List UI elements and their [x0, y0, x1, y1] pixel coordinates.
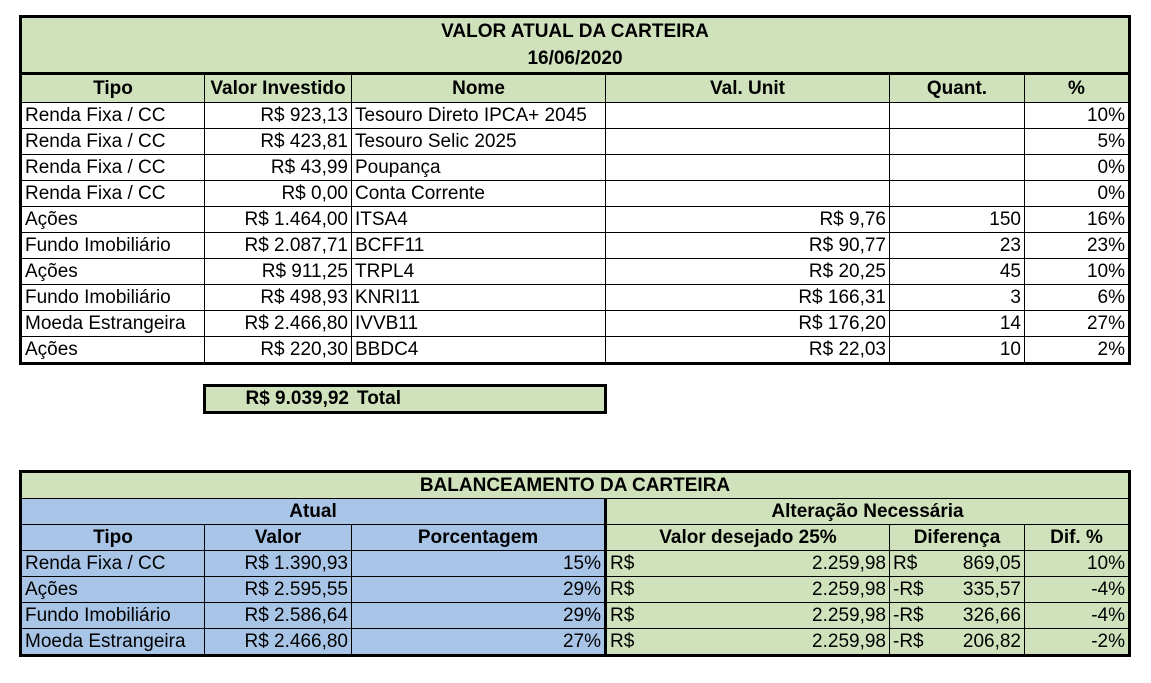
- balance-row: [21, 551, 1130, 577]
- bal-cell-valor[interactable]: R$ 1.390,93: [205, 551, 352, 577]
- group-change[interactable]: Alteração Necessária: [606, 499, 1130, 525]
- portfolio-row: [21, 259, 1130, 285]
- cell-nome[interactable]: BBDC4: [352, 337, 606, 364]
- bal-cell-desejado[interactable]: [606, 577, 890, 603]
- cell-val-unit[interactable]: R$ 166,31: [606, 285, 890, 311]
- bal-cell-dif-pct[interactable]: 10%: [1025, 551, 1130, 577]
- bal-cell-pct[interactable]: 15%: [352, 551, 606, 577]
- total-label: Total: [357, 388, 401, 409]
- bal-cell-dif-pct[interactable]: -4%: [1025, 603, 1130, 629]
- bal-cell-diferenca[interactable]: [890, 629, 1025, 656]
- cell-nome[interactable]: Tesouro Selic 2025: [352, 129, 606, 155]
- header-tipo[interactable]: Tipo: [21, 74, 205, 103]
- cell-tipo[interactable]: Renda Fixa / CC: [21, 155, 205, 181]
- cell-quant[interactable]: 150: [890, 207, 1025, 233]
- cell-valor-investido[interactable]: R$ 911,25: [205, 259, 352, 285]
- cell-tipo[interactable]: Fundo Imobiliário: [21, 233, 205, 259]
- bal-cell-tipo[interactable]: Fundo Imobiliário: [21, 603, 205, 629]
- cell-quant[interactable]: 14: [890, 311, 1025, 337]
- portfolio-row: [21, 103, 1130, 129]
- desejado-value: 2.259,98: [812, 552, 886, 574]
- portfolio-row: [21, 233, 1130, 259]
- cell-pct[interactable]: 6%: [1025, 285, 1130, 311]
- bal-cell-tipo[interactable]: Moeda Estrangeira: [21, 629, 205, 656]
- balance-row: [21, 629, 1130, 656]
- cell-nome[interactable]: Poupança: [352, 155, 606, 181]
- desejado-currency: R$: [610, 604, 635, 626]
- cell-nome[interactable]: Tesouro Direto IPCA+ 2045: [352, 103, 606, 129]
- cell-val-unit[interactable]: [606, 181, 890, 207]
- portfolio-row: [21, 181, 1130, 207]
- bal-cell-diferenca[interactable]: [890, 603, 1025, 629]
- balance-row: [21, 603, 1130, 629]
- cell-quant[interactable]: [890, 103, 1025, 129]
- cell-quant[interactable]: [890, 155, 1025, 181]
- desejado-value: 2.259,98: [812, 578, 886, 600]
- cell-val-unit[interactable]: [606, 155, 890, 181]
- cell-quant[interactable]: 10: [890, 337, 1025, 364]
- desejado-currency: R$: [610, 630, 635, 652]
- portfolio-row: [21, 285, 1130, 311]
- bal-cell-diferenca[interactable]: [890, 551, 1025, 577]
- cell-valor-investido[interactable]: R$ 220,30: [205, 337, 352, 364]
- cell-valor-investido[interactable]: R$ 43,99: [205, 155, 352, 181]
- cell-valor-investido[interactable]: R$ 2.466,80: [205, 311, 352, 337]
- cell-nome[interactable]: Conta Corrente: [352, 181, 606, 207]
- bal-cell-pct[interactable]: 29%: [352, 577, 606, 603]
- bal-cell-valor[interactable]: R$ 2.595,55: [205, 577, 352, 603]
- diferenca-value: 869,05: [962, 552, 1021, 574]
- cell-quant[interactable]: 45: [890, 259, 1025, 285]
- header-quant[interactable]: Quant.: [890, 74, 1025, 103]
- desejado-currency: R$: [610, 578, 635, 600]
- diferenca-value: 335,57: [962, 578, 1021, 600]
- cell-nome[interactable]: BCFF11: [352, 233, 606, 259]
- bal-cell-valor[interactable]: R$ 2.466,80: [205, 629, 352, 656]
- bal-cell-diferenca[interactable]: [890, 577, 1025, 603]
- bal-header-diferenca[interactable]: Diferença: [890, 525, 1025, 551]
- bal-header-tipo[interactable]: Tipo: [21, 525, 205, 551]
- diferenca-currency: -R$: [893, 604, 924, 626]
- cell-tipo[interactable]: Moeda Estrangeira: [21, 311, 205, 337]
- bal-cell-tipo[interactable]: Ações: [21, 577, 205, 603]
- diferenca-value: 326,66: [962, 604, 1021, 626]
- cell-pct[interactable]: 2%: [1025, 337, 1130, 364]
- cell-pct[interactable]: 10%: [1025, 259, 1130, 285]
- cell-valor-investido[interactable]: R$ 923,13: [205, 103, 352, 129]
- desejado-value: 2.259,98: [812, 604, 886, 626]
- bal-cell-pct[interactable]: 29%: [352, 603, 606, 629]
- cell-pct[interactable]: 23%: [1025, 233, 1130, 259]
- desejado-currency: R$: [610, 552, 635, 574]
- cell-pct[interactable]: 16%: [1025, 207, 1130, 233]
- cell-valor-investido[interactable]: R$ 1.464,00: [205, 207, 352, 233]
- cell-tipo[interactable]: Renda Fixa / CC: [21, 129, 205, 155]
- cell-quant[interactable]: 23: [890, 233, 1025, 259]
- diferenca-currency: -R$: [893, 630, 924, 652]
- diferenca-value: 206,82: [962, 630, 1021, 652]
- diferenca-currency: -R$: [893, 578, 924, 600]
- cell-valor-investido[interactable]: R$ 498,93: [205, 285, 352, 311]
- cell-val-unit[interactable]: R$ 176,20: [606, 311, 890, 337]
- cell-tipo[interactable]: Ações: [21, 207, 205, 233]
- header-valor-investido[interactable]: Valor Investido: [205, 74, 352, 103]
- cell-quant[interactable]: [890, 129, 1025, 155]
- cell-tipo[interactable]: Fundo Imobiliário: [21, 285, 205, 311]
- header-val-unit[interactable]: Val. Unit: [606, 74, 890, 103]
- cell-tipo[interactable]: Ações: [21, 259, 205, 285]
- cell-tipo[interactable]: Renda Fixa / CC: [21, 103, 205, 129]
- portfolio-row: [21, 311, 1130, 337]
- cell-val-unit[interactable]: [606, 129, 890, 155]
- bal-cell-desejado[interactable]: [606, 551, 890, 577]
- group-current[interactable]: Atual: [21, 499, 606, 525]
- cell-nome[interactable]: KNRI11: [352, 285, 606, 311]
- cell-pct[interactable]: 5%: [1025, 129, 1130, 155]
- cell-nome[interactable]: ITSA4: [352, 207, 606, 233]
- bal-header-pct[interactable]: Porcentagem: [352, 525, 606, 551]
- portfolio-row: [21, 155, 1130, 181]
- portfolio-title: VALOR ATUAL DA CARTEIRA: [441, 21, 709, 42]
- bal-cell-valor[interactable]: R$ 2.586,64: [205, 603, 352, 629]
- cell-pct[interactable]: 10%: [1025, 103, 1130, 129]
- header-nome[interactable]: Nome: [352, 74, 606, 103]
- portfolio-row: [21, 129, 1130, 155]
- bal-cell-pct[interactable]: 27%: [352, 629, 606, 656]
- cell-pct[interactable]: 27%: [1025, 311, 1130, 337]
- cell-valor-investido[interactable]: R$ 423,81: [205, 129, 352, 155]
- bal-cell-dif-pct[interactable]: -4%: [1025, 577, 1130, 603]
- portfolio-total: [203, 384, 607, 414]
- cell-nome[interactable]: TRPL4: [352, 259, 606, 285]
- portfolio-date: 16/06/2020: [527, 48, 623, 69]
- portfolio-table: [19, 15, 1131, 365]
- balance-row: [21, 577, 1130, 603]
- cell-valor-investido[interactable]: R$ 2.087,71: [205, 233, 352, 259]
- desejado-value: 2.259,98: [812, 630, 886, 652]
- header-pct[interactable]: %: [1025, 74, 1130, 103]
- cell-pct[interactable]: 0%: [1025, 155, 1130, 181]
- bal-cell-desejado[interactable]: [606, 603, 890, 629]
- total-value[interactable]: R$ 9.039,92: [245, 388, 349, 409]
- cell-val-unit[interactable]: R$ 9,76: [606, 207, 890, 233]
- bal-header-desejado[interactable]: Valor desejado 25%: [606, 525, 890, 551]
- cell-valor-investido[interactable]: R$ 0,00: [205, 181, 352, 207]
- cell-tipo[interactable]: Renda Fixa / CC: [21, 181, 205, 207]
- bal-cell-tipo[interactable]: Renda Fixa / CC: [21, 551, 205, 577]
- bal-header-valor[interactable]: Valor: [205, 525, 352, 551]
- cell-nome[interactable]: IVVB11: [352, 311, 606, 337]
- balance-title[interactable]: BALANCEAMENTO DA CARTEIRA: [21, 472, 1130, 499]
- cell-quant[interactable]: 3: [890, 285, 1025, 311]
- cell-val-unit[interactable]: R$ 20,25: [606, 259, 890, 285]
- portfolio-header-row: [21, 74, 1130, 103]
- bal-cell-desejado[interactable]: [606, 629, 890, 656]
- diferenca-currency: R$: [893, 552, 918, 574]
- portfolio-title-cell[interactable]: [21, 17, 1130, 74]
- cell-val-unit[interactable]: R$ 90,77: [606, 233, 890, 259]
- portfolio-row: [21, 207, 1130, 233]
- bal-header-dif-pct[interactable]: Dif. %: [1025, 525, 1130, 551]
- portfolio-row: [21, 337, 1130, 364]
- balance-table: [19, 470, 1131, 657]
- cell-val-unit[interactable]: [606, 103, 890, 129]
- bal-cell-dif-pct[interactable]: -2%: [1025, 629, 1130, 656]
- cell-pct[interactable]: 0%: [1025, 181, 1130, 207]
- cell-tipo[interactable]: Ações: [21, 337, 205, 364]
- cell-val-unit[interactable]: R$ 22,03: [606, 337, 890, 364]
- cell-quant[interactable]: [890, 181, 1025, 207]
